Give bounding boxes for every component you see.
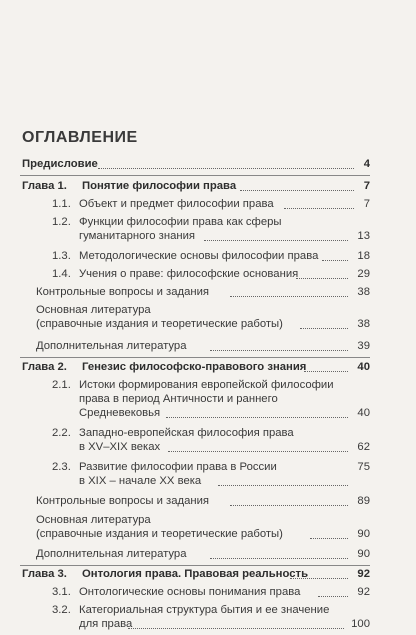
dot-leader — [304, 371, 348, 372]
dot-leader — [290, 578, 348, 579]
section-number: 3.2. — [52, 604, 71, 616]
page-number: 38 — [357, 286, 370, 298]
section-number: 1.4. — [52, 268, 71, 280]
page-number: 92 — [357, 568, 370, 580]
dot-leader — [296, 278, 348, 279]
page-number: 40 — [357, 407, 370, 419]
dot-leader — [210, 350, 348, 351]
dot-leader — [310, 538, 348, 539]
entry-label-line-1: Категориальная структура бытия и ее значение — [79, 604, 330, 616]
chapter-number: Глава 3. — [22, 568, 67, 580]
entry-label-line-2: (справочные издания и теоретические работы) — [36, 528, 283, 540]
dot-leader — [318, 596, 348, 597]
entry-label: Дополнительная литература — [36, 340, 187, 352]
entry-label: Дополнительная литература — [36, 548, 187, 560]
dot-leader — [168, 451, 348, 452]
page-number: 7 — [363, 198, 370, 210]
chapter-number: Глава 1. — [22, 180, 67, 192]
page-number: 38 — [357, 318, 370, 330]
entry-label: Контрольные вопросы и задания — [36, 495, 210, 507]
entry-label-line-1: Основная литература — [36, 514, 151, 526]
page-number: 29 — [357, 268, 370, 280]
page-number: 40 — [357, 361, 370, 373]
dot-leader — [128, 628, 344, 629]
entry-label: Понятие философии права — [82, 180, 237, 192]
entry-label: Онтология права. Правовая реальность — [82, 568, 309, 580]
section-number: 2.3. — [52, 461, 71, 473]
entry-label-line-2: для права — [79, 618, 133, 630]
dot-leader — [284, 208, 354, 209]
dot-leader — [300, 328, 348, 329]
dot-leader — [240, 190, 354, 191]
page-number: 75 — [357, 461, 370, 473]
page-number: 13 — [357, 230, 370, 242]
toc-title: ОГЛАВЛЕНИЕ — [22, 129, 138, 146]
divider — [20, 357, 370, 358]
divider — [20, 565, 370, 566]
entry-label: Онтологические основы понимания права — [79, 586, 301, 598]
section-number: 2.2. — [52, 427, 71, 439]
dot-leader — [98, 168, 354, 169]
dot-leader — [230, 505, 348, 506]
page-number: 90 — [357, 528, 370, 540]
entry-label-line-1: Основная литература — [36, 304, 151, 316]
entry-label-line-1: Истоки формирования европейской философии — [79, 379, 334, 391]
page-number: 7 — [363, 180, 370, 192]
entry-label-line-1: Западно-европейская философия права — [79, 427, 294, 439]
entry-label: Методологические основы философии права — [79, 250, 319, 262]
dot-leader — [210, 558, 348, 559]
section-number: 1.3. — [52, 250, 71, 262]
page-number: 4 — [363, 158, 370, 170]
section-number: 3.1. — [52, 586, 71, 598]
page-number: 62 — [357, 441, 370, 453]
entry-label-line-1: Функции философии права как сферы — [79, 216, 282, 228]
chapter-number: Глава 2. — [22, 361, 67, 373]
page-number: 18 — [357, 250, 370, 262]
dot-leader — [204, 240, 348, 241]
entry-label-line-2: гуманитарного знания — [79, 230, 196, 242]
divider — [20, 175, 370, 176]
dot-leader — [218, 485, 348, 486]
entry-label-line-2: в XIX – начале XX века — [79, 475, 202, 487]
entry-label-line-2: в XV–XIX веках — [79, 441, 161, 453]
dot-leader — [230, 296, 348, 297]
dot-leader — [322, 260, 348, 261]
entry-label: Объект и предмет философии права — [79, 198, 274, 210]
entry-label-line-1: Развитие философии права в России — [79, 461, 277, 473]
section-number: 1.1. — [52, 198, 71, 210]
entry-label-line-2: (справочные издания и теоретические работы) — [36, 318, 283, 330]
entry-label: Предисловие — [22, 158, 98, 170]
page-number: 39 — [357, 340, 370, 352]
dot-leader — [166, 417, 348, 418]
entry-label: Учения о праве: философские основания — [79, 268, 299, 280]
entry-label: Генезис философско-правового знания — [82, 361, 307, 373]
entry-label-line-3: Средневековья — [79, 407, 161, 419]
entry-label-line-2: права в период Античности и раннего — [79, 393, 278, 405]
page-number: 100 — [351, 618, 370, 630]
page-number: 92 — [357, 586, 370, 598]
section-number: 2.1. — [52, 379, 71, 391]
section-number: 1.2. — [52, 216, 71, 228]
entry-label: Контрольные вопросы и задания — [36, 286, 210, 298]
page-number: 89 — [357, 495, 370, 507]
page-number: 90 — [357, 548, 370, 560]
